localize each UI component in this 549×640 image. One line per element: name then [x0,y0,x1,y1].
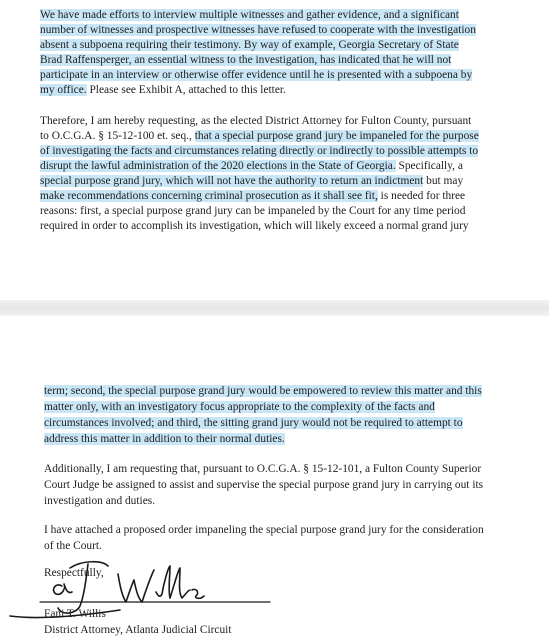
p2-para1-line-2: matter only, with an investigatory focus appropriate to the complexity of the facts and [44,401,435,413]
p2-para3-line-2: of the Court. [44,540,102,552]
closing: Respectfully, [44,567,104,579]
para1-line-5: participate in an interview or otherwise offer evidence until he is presented with a subpoena by [40,69,473,81]
para2-line-1: Therefore, I am hereby requesting, as the elected District Attorney for Fulton County, pursuant [40,115,472,127]
p2-para2-line-3: investigation and duties. [44,495,156,507]
para1-line-1: We have made efforts to interview multiple witnesses and gather evidence, and a significant [40,9,459,21]
para2-line-4: disrupt the lawful administration of the 2020 elections in the State of Georgia. Specifically, a [40,160,463,172]
p2-para2-line-2: Court Judge be assigned to assist and supervise the special purpose grand jury in carrying out its [44,479,484,491]
p2-para3-line-1: I have attached a proposed order impaneling the special purpose grand jury for the consideration [44,524,484,536]
p2-para1-line-4: address this matter in addition to their normal duties. [44,433,285,445]
letter-page-1 [0,0,549,300]
page-separator [0,300,549,316]
p2-para1-line-3: circumstances involved; and third, the sitting grand jury would not be required to attempt to [44,417,463,429]
p2-para2-line-1: Additionally, I am requesting that, pursuant to O.C.G.A. § 15-12-101, a Fulton County Superior [44,463,482,475]
letter-page-2 [0,316,549,640]
para1-line-6: my office. Please see Exhibit A, attached to this letter. [40,84,286,96]
para2-line-7: reasons: first, a special purpose grand jury can be impaneled by the Court for any time period [40,205,466,217]
para2-line-8: required in order to accomplish its investigation, which will likely exceed a normal grand jury [40,220,469,232]
p2-para1-line-1: term; second, the special purpose grand jury would be empowered to review this matter and this [44,385,482,397]
para1-line-2: number of witnesses and prospective witnesses have refused to cooperate with the investigation [40,24,476,36]
para2-line-5: special purpose grand jury, which will not have the authority to return an indictment but may [40,175,464,187]
signer-title: District Attorney, Atlanta Judicial Circuit [44,624,232,636]
para1-line-3: absent a subpoena requiring their testimony. By way of example, Georgia Secretary of State [40,39,459,51]
signer-name: Fani T. Willis [44,608,106,620]
para2-line-2: to O.C.G.A. § 15-12-100 et. seq., that a special purpose grand jury be impaneled for the purpose [40,130,479,142]
para1-line-4: Brad Raffensperger, an essential witness to the investigation, has indicated that he will not [40,54,452,66]
para2-line-6: make recommendations concerning criminal prosecution as it shall see fit, is needed for three [40,190,466,202]
para2-line-3: of investigating the facts and circumstances relating directly or indirectly to possible attempts to [40,145,479,157]
